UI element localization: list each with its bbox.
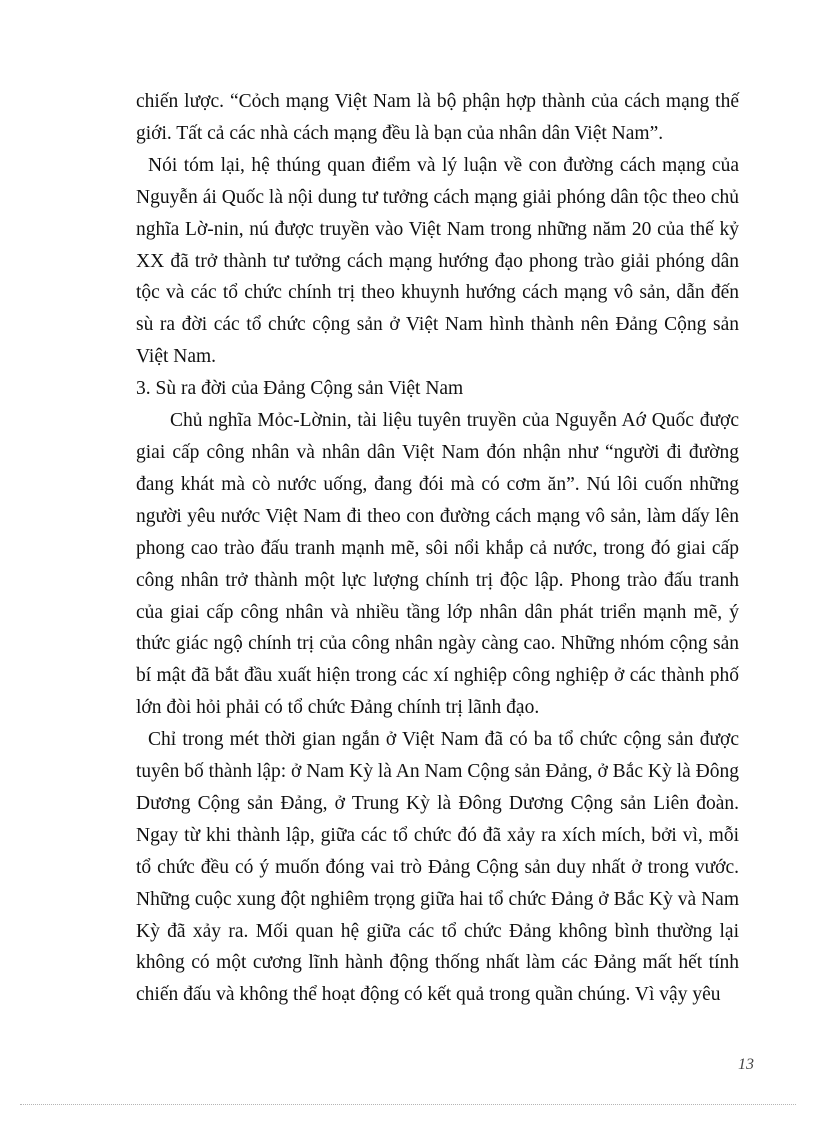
footer-dotted-divider (20, 1104, 796, 1105)
paragraph-marxism: Chủ nghĩa Mỏc-Lờnin, tài liệu tuyên truyền của Nguyễn Aớ Quốc được giai cấp công nhân và nhân dân Việt Nam đón nhận như “người đi đường đang khát mà cò nước uống, đang đói mà có cơm ăn”. Nú lôi cuốn những người yêu nước Việt Nam đi theo con đường cách mạng vô sản, làm dấy lên phong cao trào đấu tranh mạnh mẽ, sôi nổi khắp cả nước, trong đó giai cấp công nhân trở thành một lực lượng chính trị độc lập. Phong trào đấu tranh của giai cấp công nhân và nhiều tầng lớp nhân dân phát triển mạnh mẽ, ý thức giác ngộ chính trị của công nhân ngày càng cao. Những nhóm cộng sản bí mật đã bắt đầu xuất hiện trong các xí nghiệp công nghiệp ở các thành phố lớn đòi hỏi phải có tổ chức Đảng chính trị lãnh đạo. (136, 410, 739, 719)
page-number: 13 (738, 1056, 754, 1073)
section-heading: 3. Sù ra đời của Đảng Cộng sản Việt Nam (136, 378, 464, 400)
paragraph-organizations: Chỉ trong mét thời gian ngắn ở Việt Nam đã có ba tổ chức cộng sản được tuyên bố thành lập: ở Nam Kỳ là An Nam Cộng sản Đảng, ở Bắc Kỳ là Đông Dương Cộng sản Đảng, ở Trung Kỳ là Đông Dương Cộng sản Liên đoàn. Ngay từ khi thành lập, giữa các tổ chức đó đã xảy ra xích mích, bởi vì, mỗi tổ chức đều có ý muốn đóng vai trò Đảng Cộng sản duy nhất ở trong vước. Những cuộc xung đột nghiêm trọng giữa hai tổ chức Đảng ở Bắc Kỳ và Nam Kỳ đã xảy ra. Mối quan hệ giữa các tổ chức Đảng không bình thường lại không có một cương lĩnh hành động thống nhất làm các Đảng mất hết tính chiến đấu và không thể hoạt động có kết quả trong quần chúng. Vì vậy yêu (136, 729, 739, 1006)
paragraph-continuation: chiến lược. “Cỏch mạng Việt Nam là bộ phận hợp thành của cách mạng thế giới. Tất cả các nhà cách mạng đều là bạn của nhân dân Việt Nam”. (136, 91, 739, 144)
body-text (136, 86, 739, 1011)
paragraph-summary: Nói tóm lại, hệ thúng quan điểm và lý luận về con đường cách mạng của Nguyễn ái Quốc là nội dung tư tưởng cách mạng giải phóng dân tộc theo chủ nghĩa Lờ-nin, nú được truyền vào Việt Nam trong những năm 20 của thế kỷ XX đã trở thành tư tưởng cách mạng hướng đạo phong trào giải phóng dân tộc và các tổ chức chính trị theo khuynh hướng cách mạng vô sản, dẫn đến sù ra đời các tổ chức cộng sản ở Việt Nam hình thành nên Đảng Cộng sản Việt Nam. (136, 154, 739, 368)
